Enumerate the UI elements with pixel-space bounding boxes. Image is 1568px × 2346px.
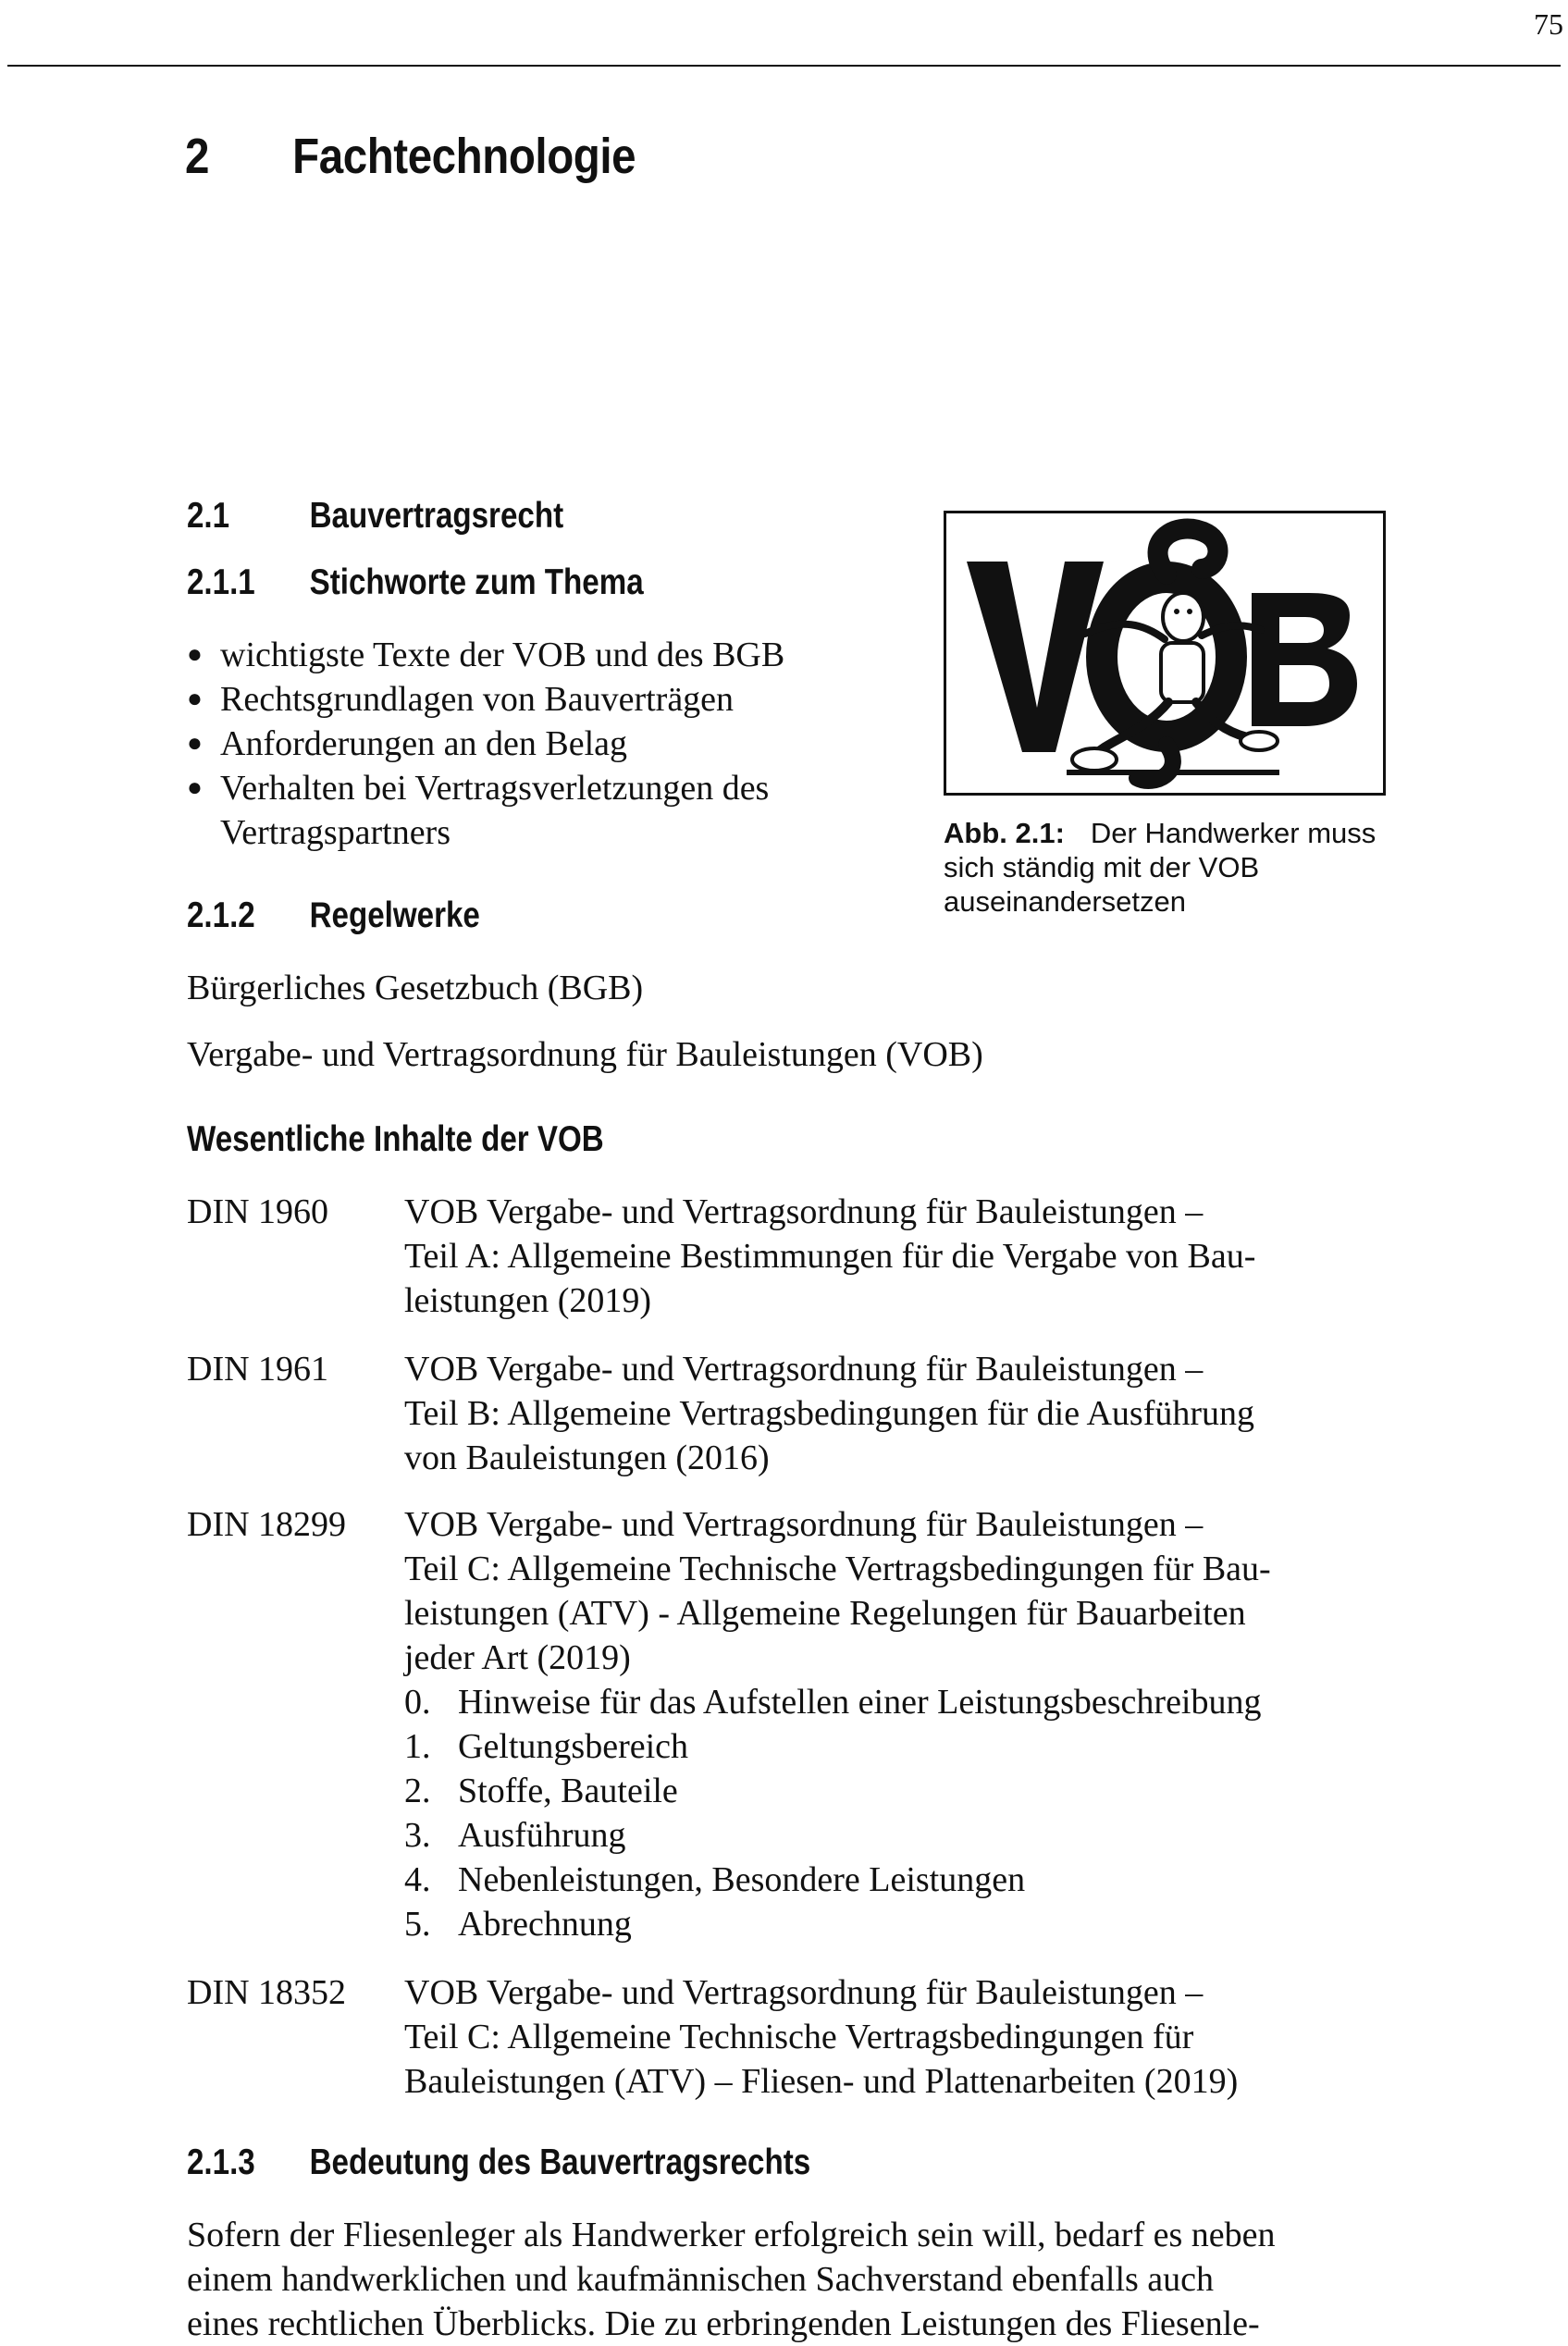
din-line: VOB Vergabe- und Vertragsordnung für Bauleistungen –	[404, 1973, 1204, 2012]
item-text: Abrechnung	[458, 1905, 632, 1944]
din-entry-18352	[187, 1970, 1389, 2104]
vob-figure	[944, 511, 1386, 796]
item-text: Nebenleistungen, Besondere Leistungen	[458, 1860, 1026, 1899]
body-line: einem handwerklichen und kaufmännischen Sachverstand ebenfalls auch	[187, 2260, 1215, 2299]
list-item	[404, 1680, 1385, 1724]
section-number: 2.1.3	[187, 2142, 255, 2182]
section-2-1-3-heading	[187, 2142, 810, 2183]
header-rule	[7, 65, 1561, 67]
figure-caption	[944, 816, 1388, 919]
body-line: eines rechtlichen Überblicks. Die zu erbringenden Leistungen des Fliesenle-	[187, 2304, 1260, 2343]
section-title: Bauvertragsrecht	[309, 496, 564, 536]
chapter-number: 2	[185, 129, 210, 184]
list-item	[404, 1813, 1385, 1858]
section-title: Bedeutung des Bauvertragsrechts	[309, 2142, 811, 2182]
item-number: 3.	[404, 1816, 431, 1855]
din-line: VOB Vergabe- und Vertragsordnung für Bauleistungen –	[404, 1192, 1204, 1231]
din-entry-18299	[187, 1502, 1389, 1946]
item-number: 4.	[404, 1860, 431, 1899]
vob-contents-heading: Wesentliche Inhalte der VOB	[187, 1119, 604, 1159]
din-line: Teil B: Allgemeine Vertragsbedingungen für die Ausführung	[404, 1394, 1255, 1433]
chapter-title: Fachtechnologie	[292, 129, 636, 184]
din-line: Teil A: Allgemeine Bestimmungen für die Vergabe von Bau-	[404, 1237, 1256, 1276]
din-line: Teil C: Allgemeine Technische Vertragsbedingungen für	[404, 2018, 1194, 2056]
din-description	[404, 1190, 1385, 1323]
din-line: Bauleistungen (ATV) – Fliesen- und Plattenarbeiten (2019)	[404, 2062, 1239, 2101]
atv-structure-list	[404, 1680, 1385, 1946]
din-line: Teil C: Allgemeine Technische Vertragsbedingungen für Bau-	[404, 1550, 1271, 1588]
page-number: 75	[1534, 7, 1563, 41]
din-line: leistungen (ATV) - Allgemeine Regelungen für Bauarbeiten	[404, 1594, 1246, 1633]
din-line: VOB Vergabe- und Vertragsordnung für Bauleistungen –	[404, 1350, 1204, 1389]
item-number: 1.	[404, 1727, 431, 1766]
section-number: 2.1.2	[187, 895, 255, 935]
list-item: ● Rechtsgrundlagen von Bauverträgen	[187, 677, 890, 722]
din-code: DIN 1961	[187, 1350, 329, 1389]
section-number: 2.1	[187, 496, 230, 536]
item-text: Geltungsbereich	[458, 1727, 689, 1766]
stichworte-list	[187, 633, 890, 855]
section-2-1-heading	[187, 496, 563, 537]
din-entry-1960	[187, 1190, 1389, 1323]
item-text: Stoffe, Bauteile	[458, 1772, 678, 1810]
din-entry-1961	[187, 1347, 1389, 1480]
body-line: Sofern der Fliesenleger als Handwerker erfolgreich sein will, bedarf es neben	[187, 2216, 1276, 2254]
figure-caption-text: Der Handwerker muss sich ständig mit der VOB auseinandersetzen	[944, 817, 1377, 918]
din-description	[404, 1347, 1385, 1480]
item-number: 5.	[404, 1905, 431, 1944]
item-number: 0.	[404, 1683, 431, 1722]
din-code: DIN 1960	[187, 1192, 329, 1231]
din-line: jeder Art (2019)	[404, 1638, 631, 1677]
item-number: 2.	[404, 1772, 431, 1810]
list-item: ● wichtigste Texte der VOB und des BGB	[187, 633, 890, 677]
list-item: ● Verhalten bei Vertragsverletzungen des Vertragspartners	[187, 766, 890, 855]
section-number: 2.1.1	[187, 562, 255, 602]
din-code: DIN 18352	[187, 1973, 347, 2012]
section-2-1-2-heading	[187, 895, 480, 936]
din-line: VOB Vergabe- und Vertragsordnung für Bauleistungen –	[404, 1505, 1204, 1544]
list-item	[404, 1724, 1385, 1769]
section-2-1-1-heading	[187, 562, 644, 603]
regelwerk-bgb: Bürgerliches Gesetzbuch (BGB)	[187, 969, 644, 1007]
regelwerk-vob: Vergabe- und Vertragsordnung für Bauleistungen (VOB)	[187, 1035, 983, 1074]
chapter-heading	[185, 128, 636, 185]
item-text: Hinweise für das Aufstellen einer Leistungsbeschreibung	[458, 1683, 1262, 1722]
din-code: DIN 18299	[187, 1505, 347, 1544]
list-item	[404, 1902, 1385, 1946]
vob-cartoon-image	[946, 513, 1383, 793]
din-line: leistungen (2019)	[404, 1281, 652, 1320]
section-title: Stichworte zum Thema	[309, 562, 644, 602]
list-item	[404, 1858, 1385, 1902]
figure-label: Abb. 2.1:	[944, 817, 1065, 849]
list-item: ● Anforderungen an den Belag	[187, 722, 890, 766]
din-line: von Bauleistungen (2016)	[404, 1438, 770, 1477]
item-text: Ausführung	[458, 1816, 626, 1855]
section-title: Regelwerke	[309, 895, 480, 935]
din-description	[404, 1970, 1385, 2104]
din-description	[404, 1502, 1385, 1946]
list-item	[404, 1769, 1385, 1813]
section-2-1-3-body	[187, 2213, 1389, 2346]
